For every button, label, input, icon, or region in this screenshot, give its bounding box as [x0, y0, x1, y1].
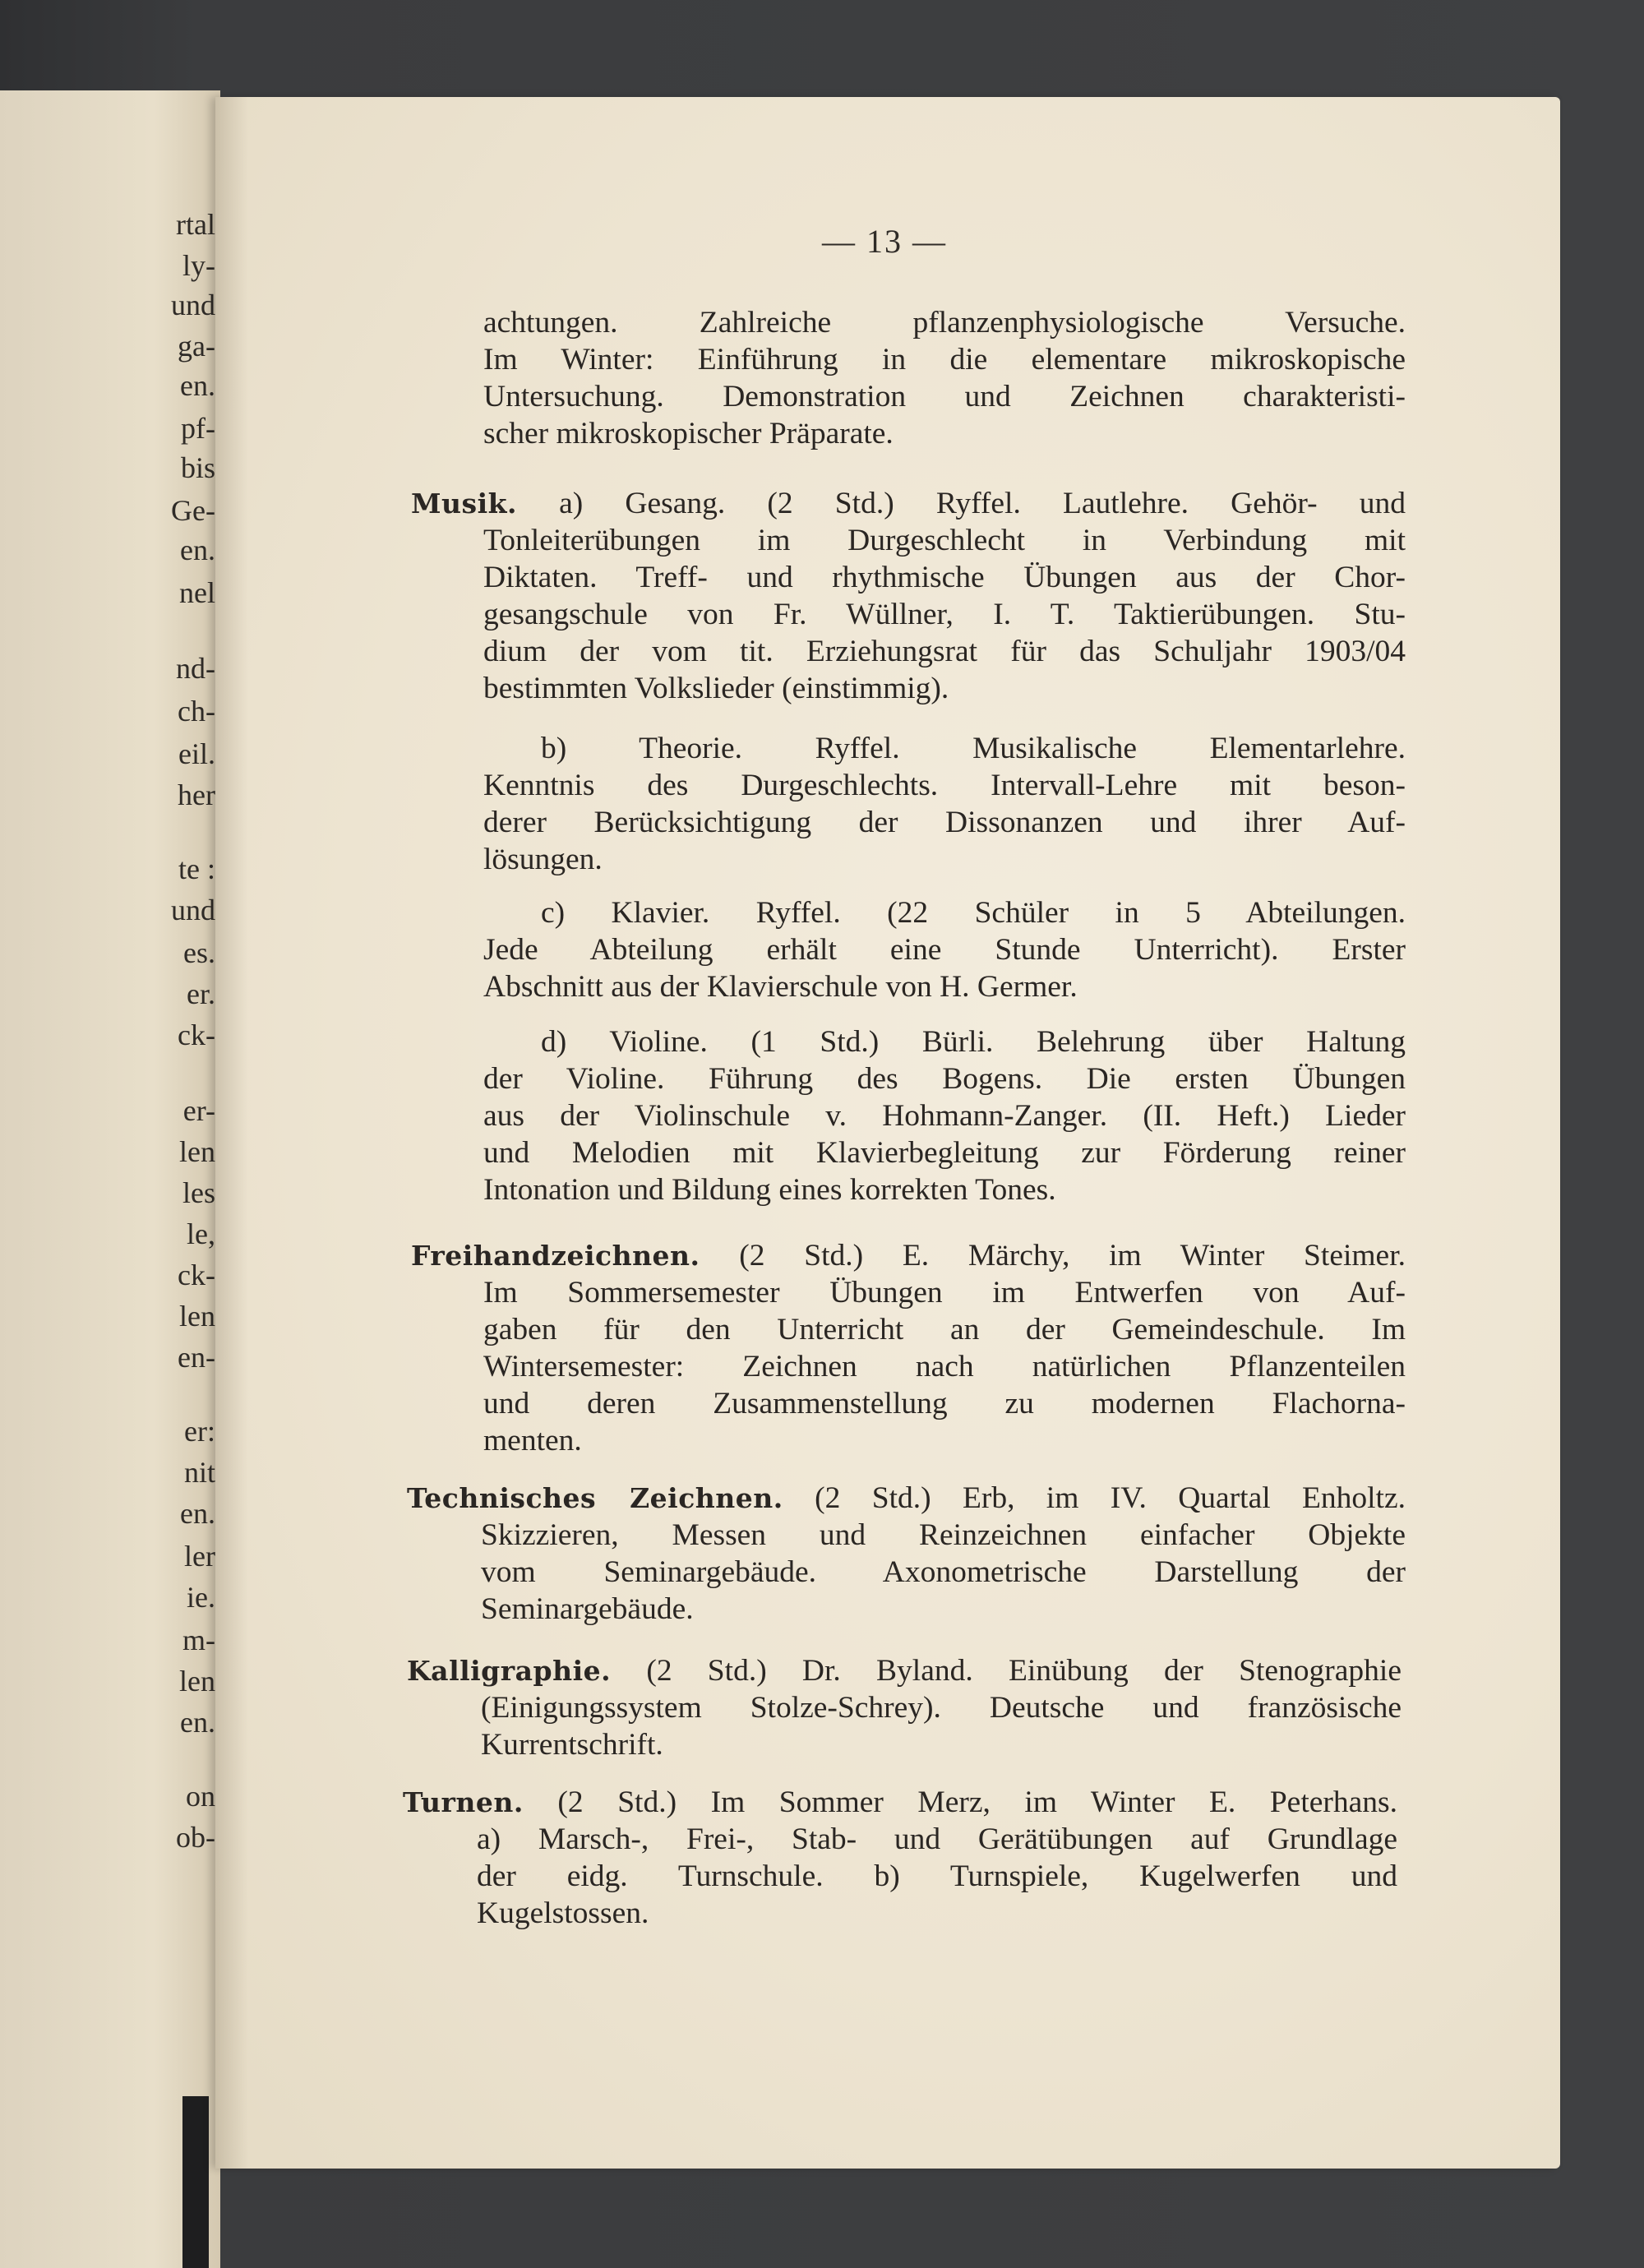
text-fragment: a) Gesang. (2 Std.) Ryffel. Lautlehre. Gehör- und: [559, 487, 1406, 520]
text-line: [403, 1784, 1397, 1821]
paragraph-kalligraphie-body: [481, 1689, 1402, 1763]
left-page-fragment: Ge-: [171, 494, 215, 527]
paragraph-technisch-body: [481, 1517, 1406, 1628]
section-heading-turnen: Turnen.: [403, 1786, 524, 1818]
left-page-fragment: len: [179, 1135, 215, 1168]
section-heading-kalligraphie: Kalligraphie.: [407, 1655, 612, 1687]
section-heading-technisches-zeichnen: Technisches Zeichnen.: [407, 1482, 783, 1514]
paragraph-musik-a-body: [483, 522, 1406, 707]
text-line: [411, 485, 1406, 522]
left-page-fragment: her: [178, 778, 215, 811]
left-page-fragment: en.: [180, 369, 215, 402]
left-page-edge: [0, 90, 220, 2268]
text-line: Untersuchung. Demonstration und Zeichnen charakteristi-: [483, 380, 1406, 413]
text-line: Kugelstossen.: [477, 1896, 649, 1930]
text-line: achtungen. Zahlreiche pflanzenphysiologische Versuche.: [483, 306, 1406, 340]
text-fragment: (2 Std.) E. Märchy, im Winter Steimer.: [739, 1239, 1406, 1273]
left-page-fragment: m-: [182, 1624, 215, 1656]
section-heading-musik: Musik.: [411, 487, 517, 520]
left-page-fragment: nd-: [176, 652, 215, 685]
text-line: [407, 1480, 1406, 1517]
text-line: b) Theorie. Ryffel. Musikalische Elementarlehre.: [541, 732, 1406, 765]
paragraph-turnen-body: [477, 1821, 1397, 1932]
text-line: der Violine. Führung des Bogens. Die ersten Übungen: [483, 1062, 1406, 1096]
paragraph-musik-c: [483, 894, 1406, 1005]
paragraph-turnen-first: [403, 1784, 1397, 1821]
left-page-fragment: ch-: [178, 695, 215, 728]
text-line: derer Berücksichtigung der Dissonanzen und ihrer Auf-: [483, 806, 1406, 839]
left-page-fragment: ler: [184, 1540, 215, 1573]
left-page-fragment: eil.: [178, 737, 215, 770]
text-line: Intonation und Bildung eines korrekten Tones.: [483, 1173, 1056, 1207]
left-page-fragment: en.: [180, 1497, 215, 1530]
left-page-fragment: ga-: [178, 330, 215, 363]
left-page-fragment: bis: [180, 451, 215, 484]
text-line: Wintersemester: Zeichnen nach natürlichen Pflanzenteilen: [483, 1350, 1406, 1383]
text-line: [407, 1652, 1402, 1689]
text-line: vom Seminargebäude. Axonometrische Darstellung der: [481, 1555, 1406, 1589]
paragraph-kalligraphie-first: [407, 1652, 1402, 1689]
left-page-fragment: rtal: [176, 208, 215, 241]
text-fragment: (2 Std.) Dr. Byland. Einübung der Stenographie: [646, 1654, 1402, 1688]
text-line: Abschnitt aus der Klavierschule von H. Germer.: [483, 970, 1078, 1004]
paragraph-intro: [483, 304, 1406, 452]
paragraph-technisch-first: [407, 1480, 1406, 1517]
left-page-fragment: en-: [178, 1341, 215, 1374]
text-line: der eidg. Turnschule. b) Turnspiele, Kugelwerfen und: [477, 1859, 1397, 1893]
text-line: aus der Violinschule v. Hohmann-Zanger. (II. Heft.) Lieder: [483, 1099, 1406, 1133]
left-page-fragment: pf-: [181, 412, 215, 445]
left-page-fragment: les: [182, 1176, 215, 1209]
left-page-fragment: en.: [180, 534, 215, 566]
text-line: lösungen.: [483, 843, 603, 876]
left-page-fragment: ck-: [178, 1259, 215, 1291]
left-page-fragment: en.: [180, 1706, 215, 1739]
left-page-fragment: on: [186, 1780, 215, 1813]
paragraph-musik-b: [483, 730, 1406, 878]
text-line: gesangschule von Fr. Wüllner, I. T. Taktierübungen. Stu-: [483, 598, 1406, 631]
text-line: gaben für den Unterricht an der Gemeindeschule. Im: [483, 1313, 1406, 1346]
text-fragment: (2 Std.) Im Sommer Merz, im Winter E. Peterhans.: [557, 1785, 1397, 1819]
text-line: Seminargebäude.: [481, 1592, 694, 1626]
text-line: und deren Zusammenstellung zu modernen Flachorna-: [483, 1387, 1406, 1420]
left-page-fragment: len: [179, 1665, 215, 1698]
text-line: a) Marsch-, Frei-, Stab- und Gerätübungen auf Grundlage: [477, 1822, 1397, 1856]
text-line: Kenntnis des Durgeschlechts. Intervall-Lehre mit beson-: [483, 769, 1406, 802]
text-line: scher mikroskopischer Präparate.: [483, 417, 894, 450]
section-heading-freihandzeichnen: Freihandzeichnen.: [411, 1240, 700, 1272]
text-line: Jede Abteilung erhält eine Stunde Unterricht). Erster: [483, 933, 1406, 967]
left-page-fragment: er.: [187, 977, 215, 1010]
text-line: Tonleiterübungen im Durgeschlecht in Verbindung mit: [483, 524, 1406, 557]
page-number: — 13 —: [822, 223, 947, 260]
text-line: dium der vom tit. Erziehungsrat für das Schuljahr 1903/04: [483, 635, 1406, 668]
left-page-fragment: te :: [178, 852, 215, 885]
text-line: Im Winter: Einführung in die elementare mikroskopische: [483, 343, 1406, 376]
left-page-fragment: es.: [183, 936, 215, 969]
left-page-fragment: er:: [184, 1415, 215, 1448]
left-page-fragment: er-: [182, 1094, 215, 1127]
text-line: bestimmten Volkslieder (einstimmig).: [483, 672, 949, 705]
left-page-fragment: nit: [183, 1456, 215, 1489]
text-line: c) Klavier. Ryffel. (22 Schüler in 5 Abteilungen.: [541, 896, 1406, 930]
left-page-fragment: nel: [179, 576, 215, 609]
paragraph-musik-a: [411, 485, 1406, 522]
text-line: Kurrentschrift.: [481, 1728, 663, 1762]
text-line: menten.: [483, 1424, 582, 1457]
text-line: und Melodien mit Klavierbegleitung zur Förderung reiner: [483, 1136, 1406, 1170]
text-line: (Einigungssystem Stolze-Schrey). Deutsche und französische: [481, 1691, 1402, 1725]
text-line: Diktaten. Treff- und rhythmische Übungen aus der Chor-: [483, 561, 1406, 594]
text-line: [411, 1237, 1406, 1274]
left-page-fragment: ck-: [178, 1019, 215, 1051]
text-line: Skizzieren, Messen und Reinzeichnen einfacher Objekte: [481, 1518, 1406, 1552]
left-page-fragment: ob-: [176, 1821, 215, 1854]
text-line: Im Sommersemester Übungen im Entwerfen von Auf-: [483, 1276, 1406, 1310]
left-page-fragment: le,: [187, 1217, 215, 1250]
paragraph-freihand-body: [483, 1274, 1406, 1459]
paragraph-freihand-first: [411, 1237, 1406, 1274]
text-line: d) Violine. (1 Std.) Bürli. Belehrung über Haltung: [541, 1025, 1406, 1059]
left-page-fragment: len: [179, 1300, 215, 1333]
left-page-fragment: ie.: [187, 1581, 215, 1614]
binding-gutter: [182, 2096, 209, 2268]
left-page-fragment: und: [171, 894, 215, 926]
left-page-fragment: und: [171, 289, 215, 321]
left-page-fragment: ly-: [182, 249, 215, 282]
paragraph-musik-d: [483, 1023, 1406, 1208]
text-fragment: (2 Std.) Erb, im IV. Quartal Enholtz.: [815, 1481, 1406, 1515]
